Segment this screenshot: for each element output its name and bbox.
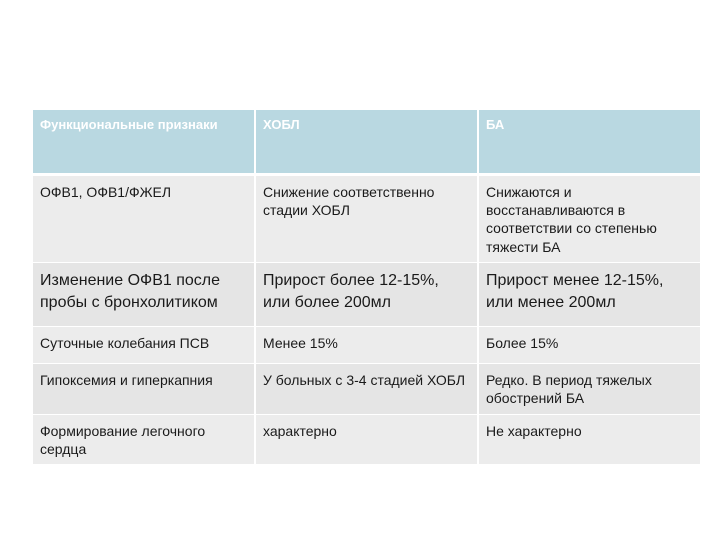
table-row xyxy=(32,263,701,327)
cell-criteria: Гипоксемия и гиперкапния xyxy=(32,364,255,415)
cell-criteria: Формирование легочного сердца xyxy=(32,415,255,465)
header-cell-criteria: Функциональные признаки xyxy=(32,110,255,175)
cell-criteria: ОФВ1, ОФВ1/ФЖЕЛ xyxy=(32,175,255,263)
table-row xyxy=(32,415,701,465)
cell-asthma: Не характерно xyxy=(478,415,701,465)
cell-copd: Снижение соответственно стадии ХОБЛ xyxy=(255,175,478,263)
cell-criteria: Суточные колебания ПСВ xyxy=(32,327,255,364)
cell-copd: Прирост более 12-15%, или более 200мл xyxy=(255,263,478,327)
cell-copd: характерно xyxy=(255,415,478,465)
cell-asthma: Более 15% xyxy=(478,327,701,364)
header-cell-asthma: БА xyxy=(478,110,701,175)
cell-criteria: Изменение ОФВ1 после пробы с бронхолитиком xyxy=(32,263,255,327)
table-row xyxy=(32,175,701,263)
table-row xyxy=(32,364,701,415)
comparison-table xyxy=(31,110,702,465)
cell-asthma: Снижаются и восстанавливаются в соответствии со степенью тяжести БА xyxy=(478,175,701,263)
cell-copd: Менее 15% xyxy=(255,327,478,364)
cell-asthma: Прирост менее 12-15%, или менее 200мл xyxy=(478,263,701,327)
table-header xyxy=(32,110,701,175)
header-cell-copd: ХОБЛ xyxy=(255,110,478,175)
table-row xyxy=(32,327,701,364)
cell-copd: У больных с 3-4 стадией ХОБЛ xyxy=(255,364,478,415)
header-row xyxy=(32,110,701,175)
cell-asthma: Редко. В период тяжелых обострений БА xyxy=(478,364,701,415)
table-body xyxy=(32,175,701,465)
